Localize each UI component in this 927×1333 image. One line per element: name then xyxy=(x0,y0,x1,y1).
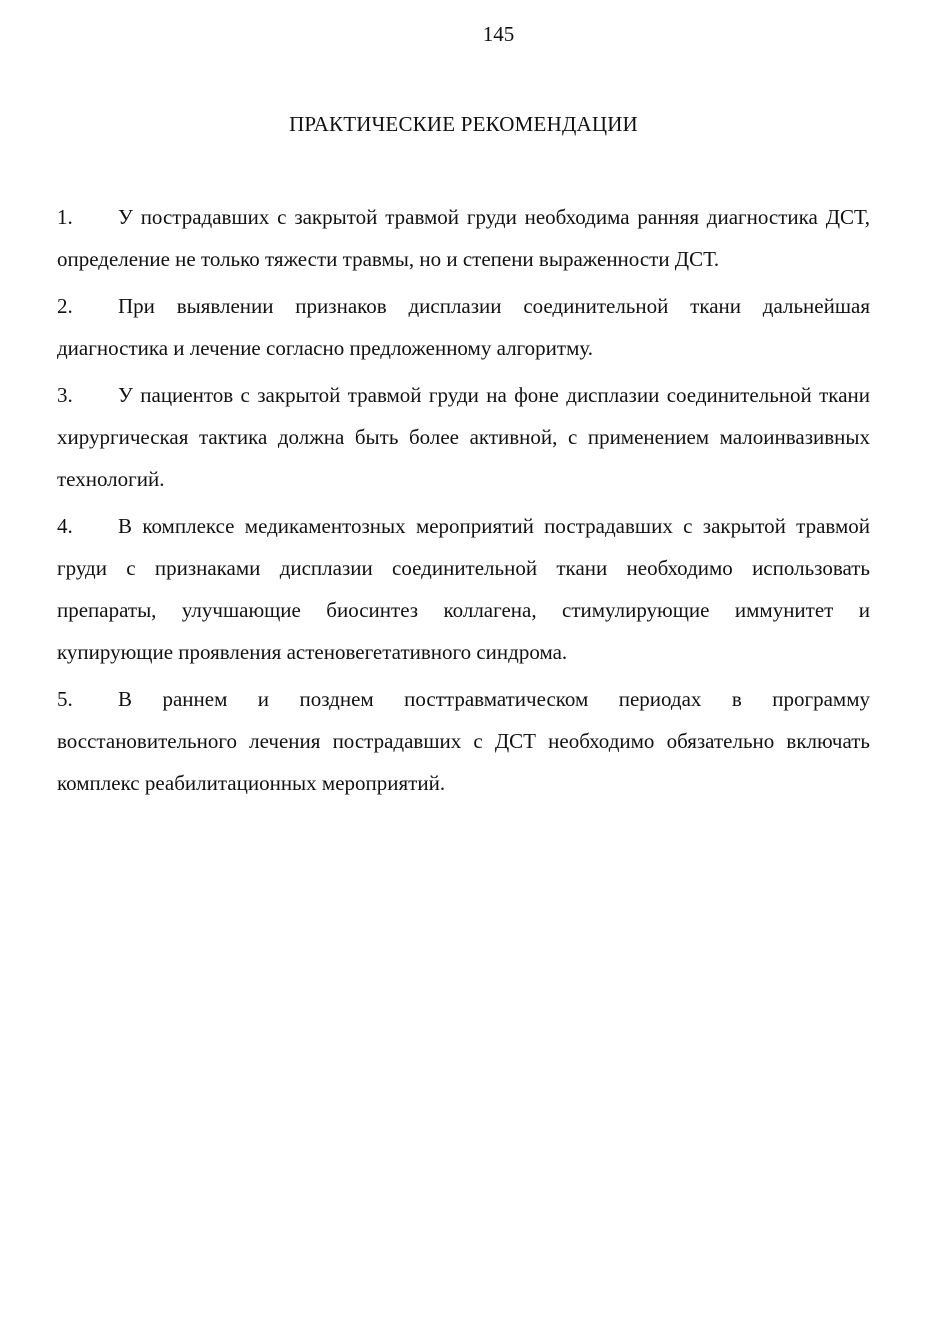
item-text: В комплексе медикаментозных мероприятий пострадавших с закрытой травмой груди с признаками дисплазии соединительной ткани необходимо использовать препараты, улучшающие биосинтез коллагена, стимулирующие иммунитет и купирующие проявления астеновегетативного синдрома. xyxy=(57,514,870,664)
item-text: В раннем и позднем посттравматическом периодах в программу восстановительного лечения пострадавших с ДСТ необходимо обязательно включать комплекс реабилитационных мероприятий. xyxy=(57,687,870,795)
list-item xyxy=(57,505,870,673)
page-number: 145 xyxy=(482,22,515,46)
item-text: У пациентов с закрытой травмой груди на фоне дисплазии соединительной ткани хирургическая тактика должна быть более активной, с применением малоинвазивных технологий. xyxy=(57,383,870,491)
list-item xyxy=(57,678,870,804)
item-text: У пострадавших с закрытой травмой груди необходима ранняя диагностика ДСТ, определение не только тяжести травмы, но и степени выраженности ДСТ. xyxy=(57,205,870,271)
item-number: 4. xyxy=(57,514,73,538)
list-item xyxy=(57,285,870,369)
item-text: При выявлении признаков дисплазии соединительной ткани дальнейшая диагностика и лечение согласно предложенному алгоритму. xyxy=(57,294,870,360)
list-item xyxy=(57,196,870,280)
item-number: 5. xyxy=(57,687,73,711)
item-number: 2. xyxy=(57,294,73,318)
item-number: 1. xyxy=(57,205,73,229)
list-item xyxy=(57,374,870,500)
page-title: ПРАКТИЧЕСКИЕ РЕКОМЕНДАЦИИ xyxy=(289,112,638,136)
recommendations-list xyxy=(57,196,870,809)
item-number: 3. xyxy=(57,383,73,407)
